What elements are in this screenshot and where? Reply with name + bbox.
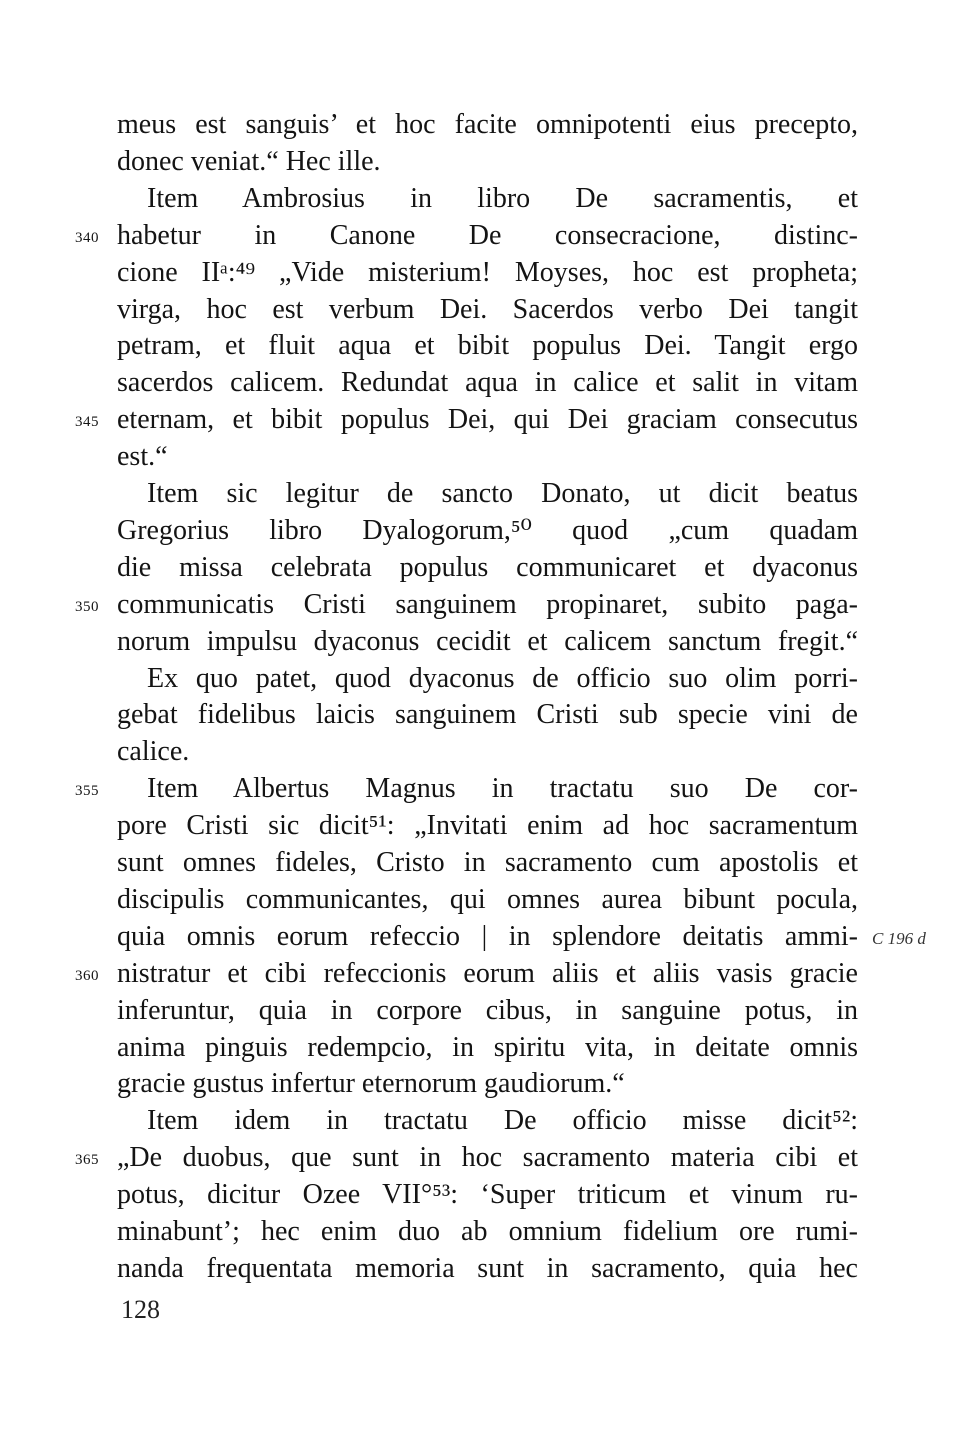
text-line: Item idem in tractatu De officio misse dicit⁵²: bbox=[147, 1105, 858, 1137]
text-line: communicatis Cristi sanguinem propinaret, subito paga- bbox=[117, 588, 858, 620]
text-line: Gregorius libro Dyalogorum,⁵⁰ quod „cum quadam bbox=[117, 514, 858, 546]
text-line: cione IIᵃ:⁴⁹ „Vide misterium! Moyses, hoc est propheta; bbox=[117, 256, 858, 288]
page-number: 128 bbox=[121, 1295, 160, 1324]
text-line: anima pinguis redempcio, in spiritu vita, in deitate omnis bbox=[117, 1031, 858, 1063]
text-line: habetur in Canone De consecracione, distinc- bbox=[117, 219, 858, 251]
text-line: eternam, et bibit populus Dei, qui Dei graciam consecutus bbox=[117, 404, 858, 436]
text-line: pore Cristi sic dicit⁵¹: „Invitati enim ad hoc sacramentum bbox=[117, 810, 858, 842]
text-line: sunt omnes fideles, Cristo in sacramento cum apostolis et bbox=[117, 847, 858, 878]
text-line: calice. bbox=[117, 736, 190, 768]
line-number: 360 bbox=[75, 967, 99, 984]
text-line: meus est sanguis’ et hoc facite omnipotenti eius precepto, bbox=[117, 109, 858, 140]
text-line: gebat fidelibus laicis sanguinem Cristi sub specie vini de bbox=[117, 699, 858, 731]
text-line: petram, et fluit aqua et bibit populus Dei. Tangit ergo bbox=[117, 330, 858, 362]
text-line: potus, dicitur Ozee VII°⁵³: ‘Super triticum et vinum ru- bbox=[117, 1179, 858, 1211]
line-number: 345 bbox=[75, 414, 99, 431]
text-line: Item Ambrosius in libro De sacramentis, et bbox=[147, 182, 858, 214]
text-line: nanda frequentata memoria sunt in sacramento, quia hec bbox=[117, 1252, 858, 1284]
text-line: minabunt’; hec enim duo ab omnium fidelium ore rumi- bbox=[117, 1216, 858, 1247]
text-line: quia omnis eorum refeccio | in splendore deitatis ammi- bbox=[117, 920, 858, 952]
text-line: inferuntur, quia in corpore cibus, in sanguine potus, in bbox=[117, 994, 858, 1026]
line-number: 350 bbox=[75, 598, 99, 615]
text-line: discipulis communicantes, qui omnes aurea bibunt pocula, bbox=[117, 883, 858, 915]
text-line: Item Albertus Magnus in tractatu suo De cor- bbox=[147, 773, 858, 805]
text-line: Ex quo patet, quod dyaconus de officio suo olim porri- bbox=[147, 662, 858, 694]
text-line: est.“ bbox=[117, 441, 168, 473]
margin-reference: C 196 d bbox=[872, 928, 926, 948]
line-number: 365 bbox=[75, 1152, 99, 1169]
text-line: norum impulsu dyaconus cecidit et calicem sanctum fregit.“ bbox=[117, 625, 858, 657]
text-line: die missa celebrata populus communicaret et dyaconus bbox=[117, 551, 858, 583]
text-line: Item sic legitur de sancto Donato, ut dicit beatus bbox=[147, 478, 858, 509]
text-line: sacerdos calicem. Redundat aqua in calice et salit in vitam bbox=[117, 367, 858, 399]
line-number: 340 bbox=[75, 229, 99, 246]
line-number: 355 bbox=[75, 783, 99, 800]
text-line: donec veniat.“ Hec ille. bbox=[117, 145, 381, 177]
text-line: virga, hoc est verbum Dei. Sacerdos verbo Dei tangit bbox=[117, 293, 858, 325]
text-line: gracie gustus infertur eternorum gaudiorum.“ bbox=[117, 1068, 625, 1100]
text-line: „De duobus, que sunt in hoc sacramento materia cibi et bbox=[117, 1142, 858, 1174]
text-line: nistratur et cibi refeccionis eorum aliis et aliis vasis gracie bbox=[117, 957, 858, 989]
